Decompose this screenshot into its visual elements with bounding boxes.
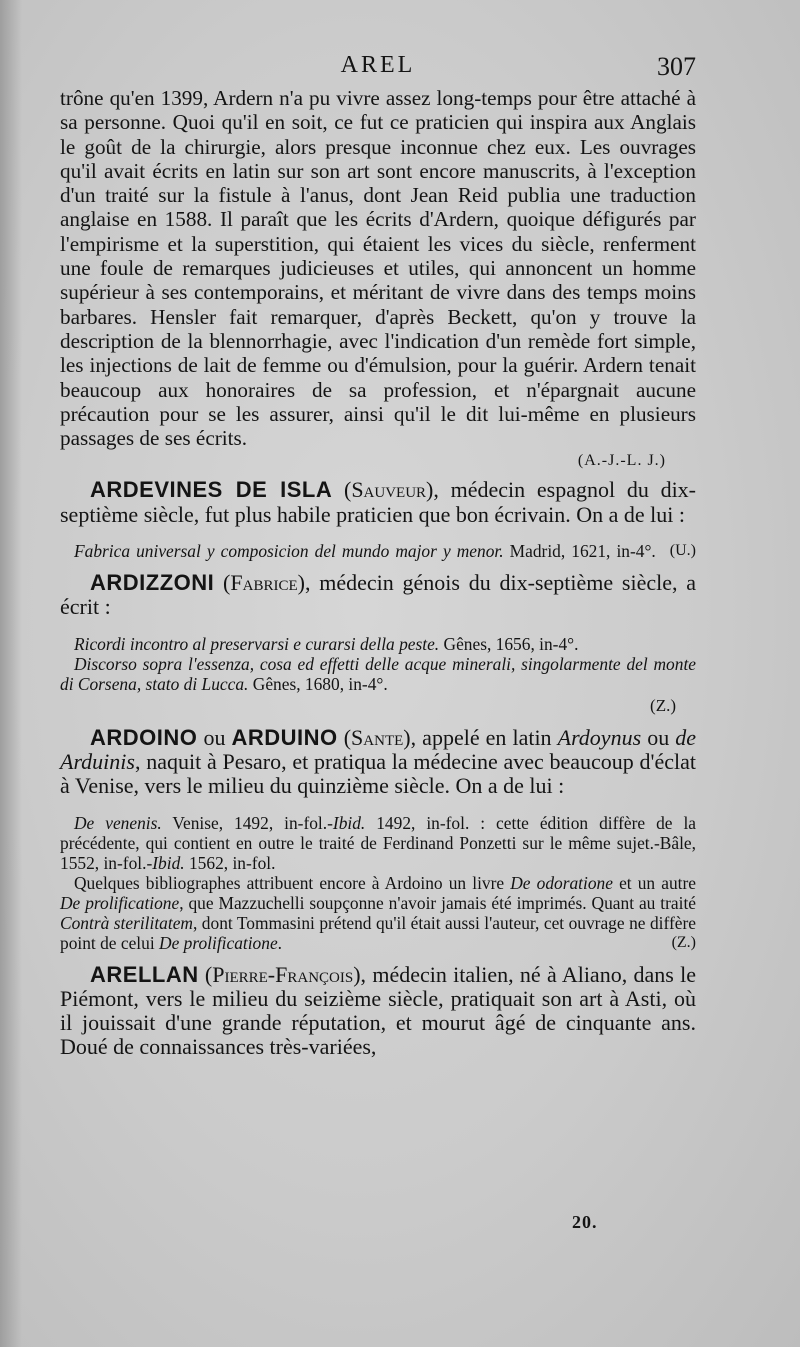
work-title: Ricordi incontro al preservarsi e curarsi della peste. xyxy=(74,633,440,654)
note-text: Quelques bibliographes attribuent encore à Ardoino un livre xyxy=(74,872,511,893)
latin-name: de Arduinis xyxy=(60,724,697,774)
page-gutter-shadow xyxy=(0,0,22,1347)
work-publication: Venise, 1492, in-fol.- xyxy=(161,812,333,833)
work-title: De venenis. xyxy=(74,812,162,833)
bibliography-item xyxy=(60,654,696,694)
work-publication: Gênes, 1656, in-4°. xyxy=(439,633,579,654)
work-title: Contrà sterilitatem xyxy=(60,912,193,933)
note-text: . xyxy=(277,932,283,953)
entry-given-name: (Sante) xyxy=(343,724,411,750)
entry-text: , appelé en latin xyxy=(410,724,558,750)
entry-arellan xyxy=(60,963,696,1060)
note-text: et un autre xyxy=(612,872,696,893)
work-title: Fabrica universal y composicion del mundo major y menor. xyxy=(74,541,504,562)
author-signature: (A.-J.-L. J.) xyxy=(577,452,666,470)
work-title: De prolificatione xyxy=(60,892,180,913)
note-text: , dont Tommasini prétend qu'il était aussi l'auteur, cet ouvrage ne diffère point de celui xyxy=(60,912,696,953)
entry-text: , médecin italien, né à Aliano, dans le Piémont, vers le milieu du seizième siècle, pratiquait son art à Asti, où il jouissait d'une grande réputation, et mourut âgé de cinquante ans. Doué de connaissances très-variées, xyxy=(60,961,696,1060)
bibliography-item xyxy=(60,813,696,873)
entry-name: ARDOINO xyxy=(90,724,198,750)
latin-name: Ardoynus xyxy=(557,724,642,750)
work-title: De prolificatione xyxy=(159,932,278,953)
entry-name: ARDEVINES DE ISLA xyxy=(90,477,333,503)
note-text: , que Mazzuchelli soupçonne n'avoir jamais été imprimés. Quant au traité xyxy=(179,892,696,913)
bibliography-ardevines xyxy=(60,541,696,561)
entry-text: , médecin espagnol du dix-septième siècle, fut plus habile praticien que bon écrivain. On a de lui : xyxy=(60,477,697,527)
page-body xyxy=(60,86,696,1060)
work-publication: Gênes, 1680, in-4°. xyxy=(248,673,388,694)
entry-given-name: (Fabrice) xyxy=(223,570,305,596)
entry-name-variant: ARDUINO xyxy=(231,724,338,750)
entry-given-name: (Sauveur) xyxy=(344,477,434,503)
signature-mark: 20. xyxy=(572,1212,598,1232)
entry-ardoino xyxy=(60,726,696,799)
author-signature: (Z.) xyxy=(671,933,696,951)
entry-text: ou xyxy=(641,724,676,750)
work-title: Discorso sopra l'essenza, cosa ed effetti delle acque minerali, singolarmente del monte di Corsena, stato di Lucca. xyxy=(60,653,696,694)
entry-given-name: (Pierre-François) xyxy=(204,961,361,987)
paragraph-ardern-continuation: trône qu'en 1399, Ardern n'a pu vivre assez long-temps pour être attaché à sa personne. Quoi qu'il en soit, ce fut ce praticien qui inspira aux Anglais le goût de la chirurgie, alors presque inconnue chez eux. Les ouvrages qu'il avait écrits en latin sur son art sont encore manuscrits, à l'exception d'un traité sur la fistule à l'anus, dont Jean Reid publia une traduction anglaise en 1588. Il paraît que les écrits d'Ardern, quoique défigurés par l'empirisme et la superstition, qui étaient les vices du siècle, renferment une foule de remarques judicieuses et utiles, qui annoncent un homme supérieur à ses contemporains, et méritant de vivre dans des temps moins barbares. Hensler fait remarquer, d'après Beckett, qu'on y trouve la description de la blennorrhagie, avec l'indication d'un remède fort simple, les injections de lait de femme ou d'émulsion, pour la guérir. Ardern tenait beaucoup aux honoraires de sa profession, et n'épargnait aucune précaution pour se les assurer, ainsi qu'il le dit lui-même en plusieurs passages de ses écrits. xyxy=(60,86,696,451)
bibliography-note xyxy=(60,873,696,953)
page-header xyxy=(60,52,696,86)
entry-name: ARELLAN xyxy=(90,961,199,987)
entry-text: , médecin génois du dix-septième siècle, a écrit : xyxy=(60,570,697,620)
bibliography-item xyxy=(60,541,696,561)
work-publication: Madrid, 1621, in-4°. xyxy=(503,541,656,562)
author-signature: (Z.) xyxy=(650,695,676,715)
running-head: AREL xyxy=(340,52,416,78)
entry-conjunction: ou xyxy=(197,724,232,750)
entry-name: ARDIZZONI xyxy=(90,570,215,596)
ibid: Ibid. xyxy=(152,852,185,873)
bibliography-ardoino xyxy=(60,813,696,953)
ibid: Ibid. xyxy=(332,812,366,833)
work-publication: 1492, in-fol. : cette édition diffère de la précédente, qui contient en outre le traité de Ferdinand Ponzetti sur le même sujet.-Bâle, 1552, in-fol.- xyxy=(60,812,696,873)
author-signature: (U.) xyxy=(669,542,696,560)
work-publication: 1562, in-fol. xyxy=(184,852,276,873)
entry-ardevines xyxy=(60,478,696,527)
entry-ardizzoni xyxy=(60,571,696,620)
page-number: 307 xyxy=(657,52,696,81)
bibliography-ardizzoni xyxy=(60,634,696,716)
entry-text: , naquit à Pesaro, et pratiqua la médecine avec beaucoup d'éclat à Venise, vers le milieu du quinzième siècle. On a de lui : xyxy=(60,748,696,799)
work-title: De odoratione xyxy=(510,872,613,893)
bibliography-item xyxy=(60,634,696,654)
